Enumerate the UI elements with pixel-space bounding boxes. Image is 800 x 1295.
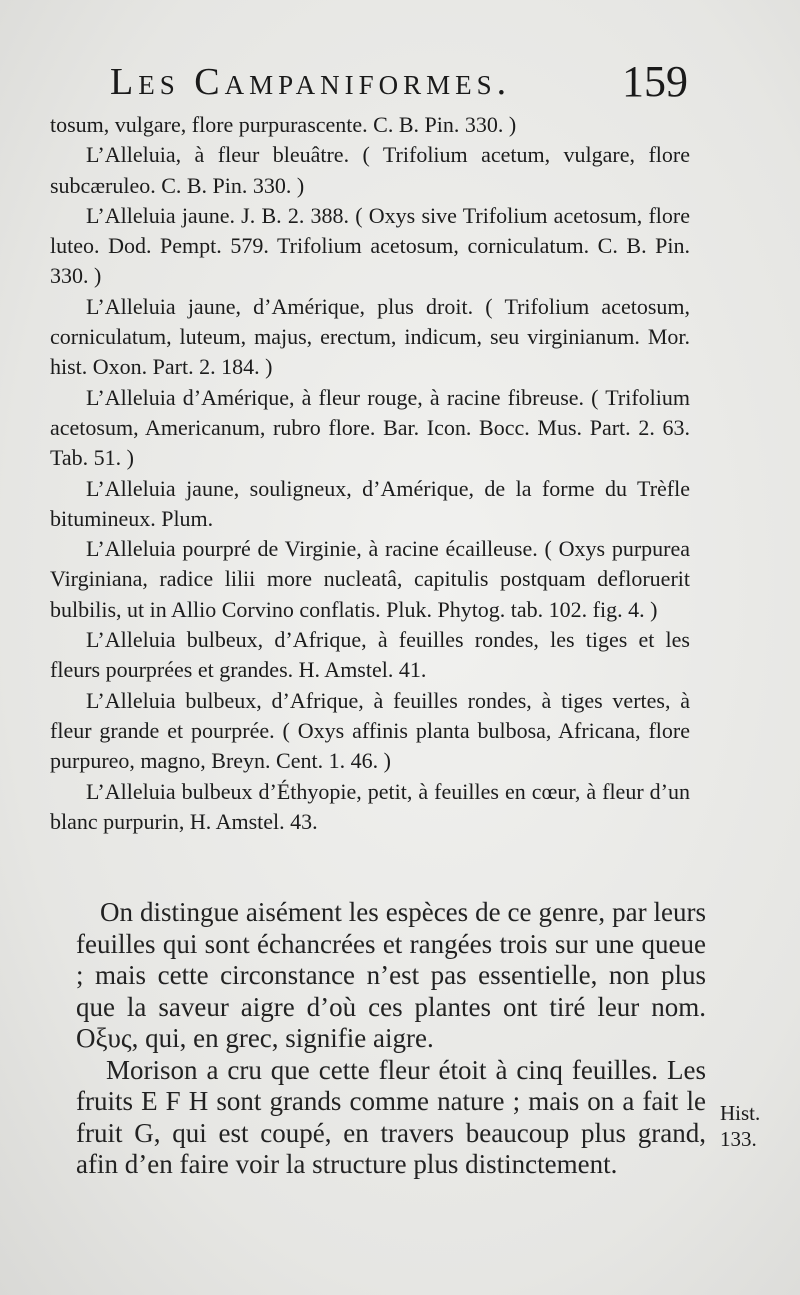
species-entry: L’Alleluia bulbeux, d’Afrique, à feuilles rondes, les tiges et les fleurs pourprées et grandes. H. Amstel. 41. <box>50 627 690 683</box>
species-entry: L’Alleluia jaune, d’Amérique, plus droit. ( Trifolium acetosum, corniculatum, luteum, majus, erectum, indicum, seu virginianum. Mor. hist. Oxon. Part. 2. 184. ) <box>50 293 690 380</box>
species-entry: L’Alleluia jaune. J. B. 2. 388. ( Oxys sive Trifolium acetosum, flore luteo. Dod. Pempt. 579. Trifolium acetosum, corniculatum. C. B. Pin. 330. ) <box>50 202 690 289</box>
species-entry: L’Alleluia pourpré de Virginie, à racine écailleuse. ( Oxys purpurea Virginiana, radice lilii more nucleatâ, capitulis postquam defloruerit bulbilis, ut in Allio Corvino conflatis. Pluk. Phytog. tab. 102. fig. 4. ) <box>50 536 690 622</box>
species-list <box>50 110 690 837</box>
species-entry: L’Alleluia bulbeux d’Éthyopie, petit, à feuilles en cœur, à fleur d’un blanc purpurin, H. Amstel. 43. <box>50 778 690 834</box>
page-header <box>0 56 800 106</box>
species-entry: L’Alleluia d’Amérique, à fleur rouge, à racine fibreuse. ( Trifolium acetosum, Americanum, rubro flore. Bar. Icon. Bocc. Mus. Part. 2. 63. Tab. 51. ) <box>50 384 690 471</box>
margin-note-label: Hist. <box>720 1101 761 1125</box>
species-entry: L’Alleluia, à fleur bleuâtre. ( Trifolium acetum, vulgare, flore subcæruleo. C. B. Pin. 330. ) <box>50 142 690 198</box>
commentary-paragraph: Morison a cru que cette fleur étoit à cinq feuilles. Les fruits E F H sont grands comme nature ; mais on a fait le fruit G, qui est coupé, en travers beaucoup plus grand, afin d’en faire voir la structure plus distinctement. <box>76 1054 706 1179</box>
species-entry: L’Alleluia jaune, souligneux, d’Amérique, de la forme du Trèfle bitumineux. Plum. <box>50 475 690 531</box>
page-number: 159 <box>622 57 688 106</box>
margin-note-number: 133. <box>720 1127 757 1151</box>
species-entry: L’Alleluia bulbeux, d’Afrique, à feuilles rondes, à tiges vertes, à fleur grande et pourprée. ( Oxys affinis planta bulbosa, Africana, flore purpureo, magno, Breyn. Cent. 1. 46. ) <box>50 687 690 774</box>
species-entry: tosum, vulgare, flore purpurascente. C. B. Pin. 330. ) <box>50 112 517 137</box>
commentary-paragraph: On distingue aisément les espèces de ce genre, par leurs feuilles qui sont échancrées et rangées trois sur une queue ; mais cette circonstance n’est pas essentielle, non plus que la saveur aigre d’où ces plantes ont tiré leur nom. Οξυς, qui, en grec, signifie aigre. <box>76 897 706 1053</box>
running-title: Les Campaniformes. <box>110 61 512 103</box>
commentary <box>76 897 706 1181</box>
margin-note <box>720 1100 790 1152</box>
